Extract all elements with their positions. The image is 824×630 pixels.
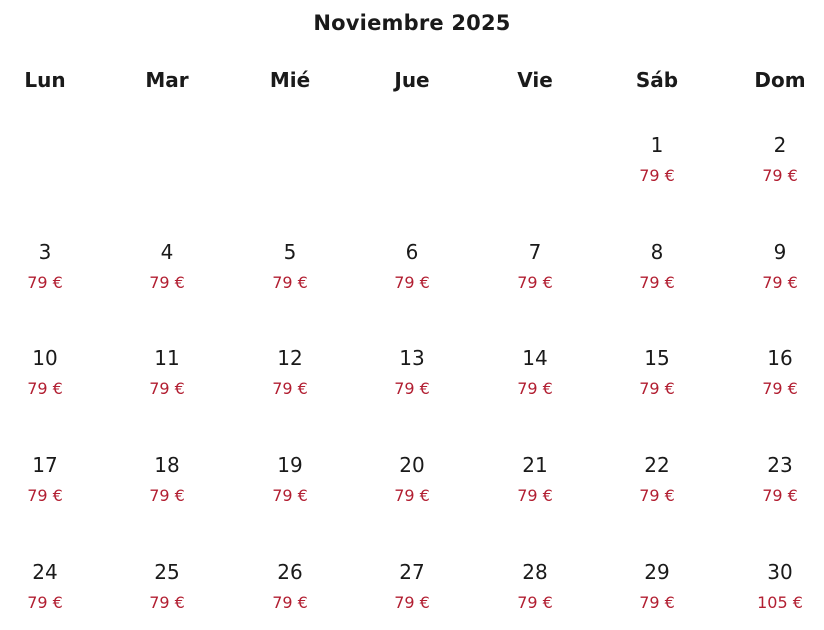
day-price: 79 € (394, 273, 430, 292)
day-cell[interactable] (0, 560, 100, 630)
day-number: 29 (644, 560, 670, 584)
day-number: 15 (644, 346, 670, 370)
day-cell[interactable] (0, 240, 100, 310)
day-cell[interactable] (0, 453, 100, 523)
day-price: 79 € (762, 273, 798, 292)
day-number: 5 (283, 240, 297, 264)
day-price: 79 € (762, 379, 798, 398)
day-cell[interactable] (480, 346, 590, 416)
day-price: 79 € (639, 273, 675, 292)
day-cell[interactable] (235, 453, 345, 523)
day-price: 79 € (272, 379, 308, 398)
weekday-tue: Mar (145, 68, 189, 92)
day-price: 79 € (149, 273, 185, 292)
day-price: 79 € (272, 486, 308, 505)
day-price: 79 € (639, 593, 675, 612)
day-number: 8 (650, 240, 664, 264)
day-cell[interactable] (602, 133, 712, 203)
day-number: 1 (650, 133, 664, 157)
day-price: 79 € (149, 486, 185, 505)
day-price: 79 € (27, 593, 63, 612)
day-number: 11 (154, 346, 180, 370)
day-cell[interactable] (725, 346, 824, 416)
day-price: 79 € (639, 379, 675, 398)
day-number: 22 (644, 453, 670, 477)
day-cell[interactable] (0, 346, 100, 416)
day-number: 17 (32, 453, 58, 477)
day-number: 3 (38, 240, 52, 264)
day-price: 79 € (27, 273, 63, 292)
day-number: 2 (773, 133, 787, 157)
weekday-fri: Vie (517, 68, 553, 92)
day-number: 18 (154, 453, 180, 477)
day-cell[interactable] (112, 560, 222, 630)
day-price: 79 € (639, 486, 675, 505)
day-cell[interactable] (602, 240, 712, 310)
day-cell[interactable] (480, 240, 590, 310)
day-price: 79 € (517, 486, 553, 505)
day-number: 24 (32, 560, 58, 584)
day-price: 79 € (149, 379, 185, 398)
day-price: 79 € (27, 486, 63, 505)
day-cell[interactable] (112, 346, 222, 416)
day-price: 79 € (149, 593, 185, 612)
day-cell[interactable] (725, 453, 824, 523)
day-cell[interactable] (480, 453, 590, 523)
day-number: 6 (405, 240, 419, 264)
day-number: 12 (277, 346, 303, 370)
day-number: 16 (767, 346, 793, 370)
day-price: 79 € (517, 593, 553, 612)
day-price: 79 € (272, 593, 308, 612)
day-price: 79 € (639, 166, 675, 185)
day-price: 79 € (27, 379, 63, 398)
day-cell[interactable] (357, 453, 467, 523)
day-number: 7 (528, 240, 542, 264)
day-cell[interactable] (112, 453, 222, 523)
day-price: 79 € (762, 486, 798, 505)
day-number: 23 (767, 453, 793, 477)
day-cell[interactable] (602, 453, 712, 523)
day-cell[interactable] (235, 346, 345, 416)
day-cell[interactable] (112, 240, 222, 310)
weekday-sat: Sáb (635, 68, 679, 92)
day-price: 79 € (762, 166, 798, 185)
day-cell[interactable] (480, 560, 590, 630)
day-cell[interactable] (357, 240, 467, 310)
day-number: 25 (154, 560, 180, 584)
day-number: 28 (522, 560, 548, 584)
day-price: 79 € (517, 273, 553, 292)
day-price: 105 € (757, 593, 803, 612)
weekday-mon: Lun (24, 68, 66, 92)
day-number: 19 (277, 453, 303, 477)
day-number: 20 (399, 453, 425, 477)
day-cell[interactable] (357, 346, 467, 416)
day-cell[interactable] (235, 240, 345, 310)
day-cell[interactable] (725, 133, 824, 203)
day-price: 79 € (517, 379, 553, 398)
weekday-sun: Dom (754, 68, 806, 92)
day-number: 30 (767, 560, 793, 584)
day-number: 10 (32, 346, 58, 370)
day-price: 79 € (272, 273, 308, 292)
day-number: 21 (522, 453, 548, 477)
day-cell[interactable] (725, 560, 824, 630)
day-price: 79 € (394, 593, 430, 612)
day-cell[interactable] (602, 560, 712, 630)
day-cell[interactable] (235, 560, 345, 630)
day-price: 79 € (394, 379, 430, 398)
day-number: 14 (522, 346, 548, 370)
day-cell[interactable] (602, 346, 712, 416)
month-title: Noviembre 2025 (313, 11, 511, 35)
day-price: 79 € (394, 486, 430, 505)
day-number: 26 (277, 560, 303, 584)
day-number: 27 (399, 560, 425, 584)
day-cell[interactable] (357, 560, 467, 630)
day-number: 9 (773, 240, 787, 264)
day-number: 4 (160, 240, 174, 264)
day-cell[interactable] (725, 240, 824, 310)
weekday-thu: Jue (394, 68, 430, 92)
day-number: 13 (399, 346, 425, 370)
weekday-wed: Mié (269, 68, 311, 92)
